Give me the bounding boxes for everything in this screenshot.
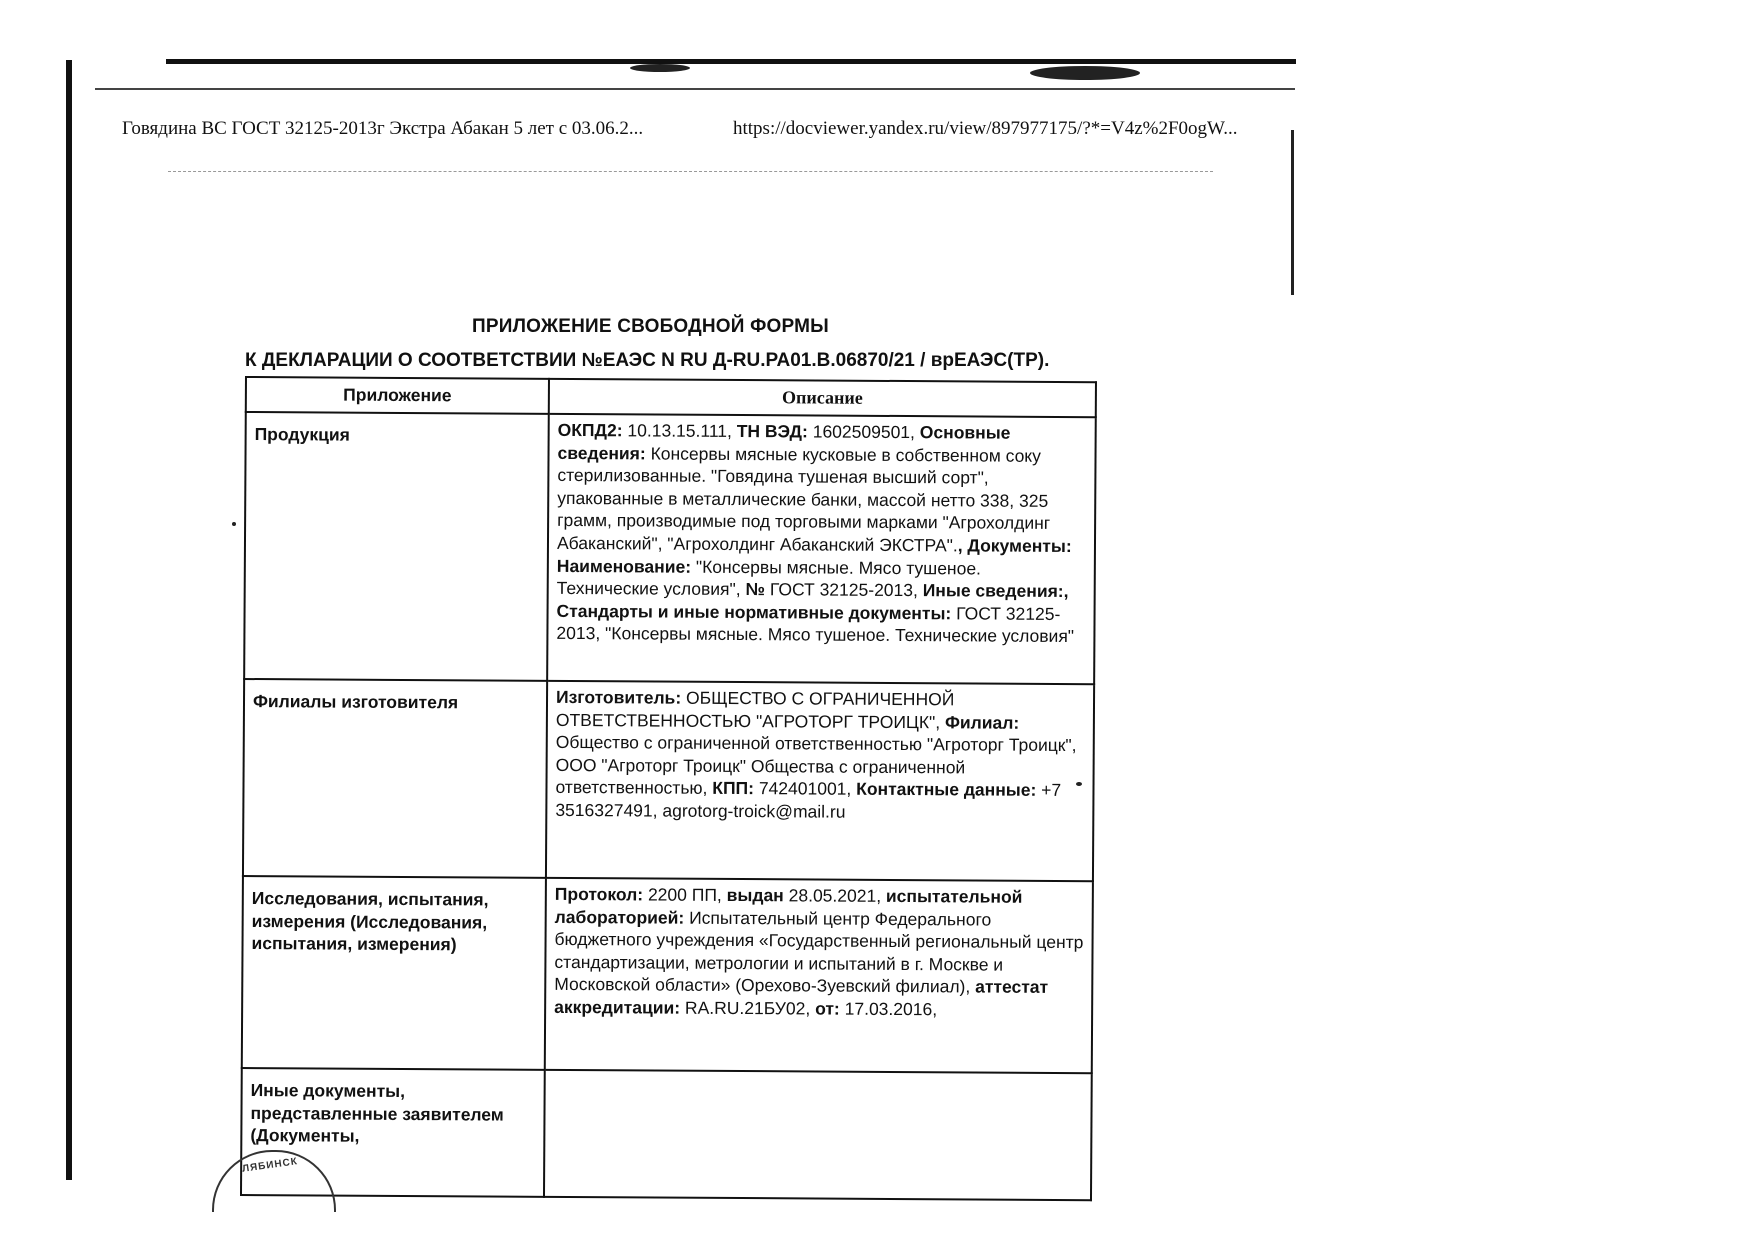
field-value: ГОСТ 32125-2013, "Консервы мясные. Мясо тушеное. Технические условия" xyxy=(556,603,1075,647)
field-key: Изготовитель: xyxy=(555,686,682,708)
scan-top-line xyxy=(95,88,1295,90)
page-url: https://docviewer.yandex.ru/view/897977175/?*=V4z%2F0ogW... xyxy=(733,118,1238,139)
field-value: 2200 ПП, xyxy=(643,884,727,905)
field-value: 742401001, xyxy=(753,778,857,800)
field-value: ГОСТ 32125-2013, xyxy=(764,579,923,601)
scan-left-edge xyxy=(66,60,72,1180)
scan-smudge xyxy=(630,64,690,72)
scan-smudge xyxy=(232,522,236,526)
field-value: "Консервы мясные. Мясо тушеное. Технические условия", xyxy=(556,556,982,600)
document-subtitle: К ДЕКЛАРАЦИИ О СООТВЕТСТВИИ №ЕАЭС N RU Д-RU.РА01.В.06870/21 / врЕАЭС(ТР). xyxy=(245,350,1050,371)
field-key: Основные сведения: xyxy=(557,422,1011,464)
scan-top-bar xyxy=(166,59,1296,64)
header-divider xyxy=(168,171,1213,173)
field-value: Консервы мясные кусковые в собственном соку стерилизованные. "Говядина тушеная высший сорт", упакованные в металлические банки, массой нетто 338, 325 грамм, производимые под торговыми марками "Агрохолдинг Абаканский", "Агрохолдинг Абаканский ЭКСТРА". xyxy=(556,443,1051,556)
field-key: № xyxy=(745,579,766,600)
field-key: аттестат аккредитации: xyxy=(554,976,1049,1018)
row-desc-inye xyxy=(544,1070,1092,1200)
table-row-inye xyxy=(241,1068,1092,1200)
scan-right-edge xyxy=(1291,130,1294,295)
document-title: ПРИЛОЖЕНИЕ СВОБОДНОЙ ФОРМЫ xyxy=(472,316,829,337)
field-key: от: xyxy=(815,998,840,1019)
field-key: выдан xyxy=(726,884,784,906)
table-header-row xyxy=(246,377,1096,417)
field-value: +7 3516327491, agrotorg-troick@mail.ru xyxy=(555,780,1062,822)
field-value: Общество с ограниченной ответственностью "Агроторг Троицк", ООО "Агроторг Троицк" Общества с ограниченной ответственностью, xyxy=(555,732,1077,799)
field-key: Филиал: xyxy=(944,711,1020,733)
field-key: ОКПД2: xyxy=(557,419,623,441)
field-key: ТН ВЭД: xyxy=(736,421,808,442)
row-desc-produkt xyxy=(547,414,1096,684)
row-label-produkt: Продукция xyxy=(244,412,549,681)
field-value: RA.RU.21БУ02, xyxy=(680,997,816,1019)
field-key: Контактные данные: xyxy=(856,779,1037,801)
row-label-inye: Иные документы, представленные заявителем (Документы, xyxy=(241,1068,545,1197)
row-label-filial: Филиалы изготовителя xyxy=(243,679,547,878)
field-value: ОБЩЕСТВО С ОГРАНИЧЕННОЙ ОТВЕТСТВЕННОСТЬЮ "АГРОТОРГ ТРОИЦК", xyxy=(555,687,955,732)
field-value: 10.13.15.111, xyxy=(622,420,737,442)
field-value: 28.05.2021, xyxy=(783,885,887,906)
field-value: 17.03.2016, xyxy=(839,998,938,1020)
table-row-issled xyxy=(242,876,1093,1073)
scan-smudge xyxy=(1030,66,1140,80)
header-description: Описание xyxy=(549,379,1096,417)
field-value: Испытательный центр Федерального бюджетного учреждения «Государственный региональный центр стандартизации, метрологии и испытаний в г. Москве и Московской области» (Орехово-Зуевский филиал), xyxy=(554,907,1084,997)
row-label-issled: Исследования, испытания, измерения (Исследования, испытания, измерения) xyxy=(242,876,546,1070)
table-row-produkt xyxy=(244,412,1096,684)
row-desc-filial xyxy=(546,681,1094,881)
field-value: 1602509501, xyxy=(807,421,920,443)
page-title: Говядина ВС ГОСТ 32125-2013г Экстра Абакан 5 лет с 03.06.2... xyxy=(122,118,644,139)
field-key: испытательной лабораторией: xyxy=(554,885,1023,928)
row-desc-issled xyxy=(545,878,1093,1073)
annex-table xyxy=(240,376,1097,1201)
header-appendix: Приложение xyxy=(246,377,549,414)
field-key: Иные сведения:, Стандарты и иные нормативные документы: xyxy=(556,580,1069,624)
field-key: Протокол: xyxy=(554,883,644,905)
field-key: , Документы: Наименование: xyxy=(556,535,1072,577)
table-row-filial xyxy=(243,679,1094,881)
field-key: КПП: xyxy=(712,778,755,799)
stamp-text: ЛЯБИНСК xyxy=(241,1156,299,1175)
